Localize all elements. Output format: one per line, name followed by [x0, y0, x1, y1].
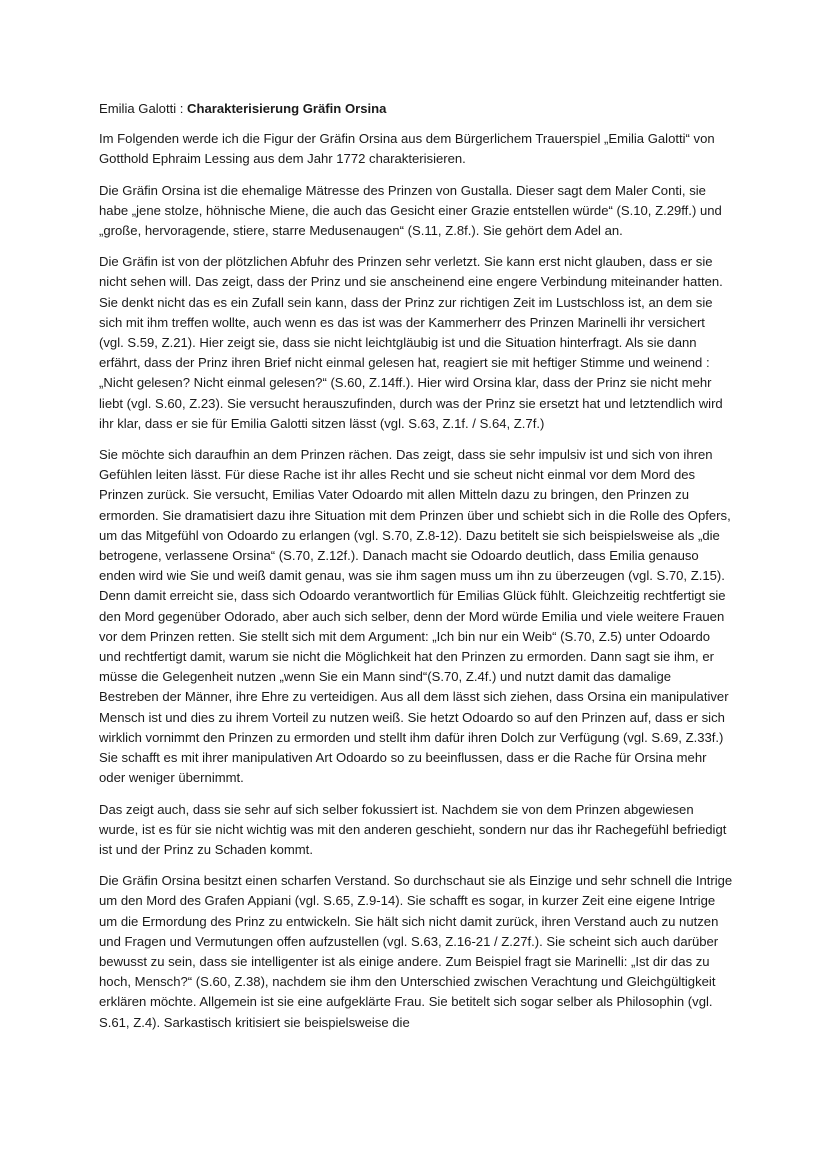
- paragraph-self-focus: Das zeigt auch, dass sie sehr auf sich selber fokussiert ist. Nachdem sie von dem Prinzen abgewiesen wurde, ist es für sie nicht wichtig was mit den anderen geschieht, sondern nur das ihr Rachegefühl befriedigt ist und der Prinz zu Schaden kommt.: [99, 801, 727, 857]
- essay-topic: Charakterisierung Gräfin Orsina: [187, 101, 387, 116]
- paragraph-revenge: Sie möchte sich daraufhin an dem Prinzen rächen. Das zeigt, dass sie sehr impulsiv ist und sich von ihren Gefühlen leiten lässt. Für diese Rache ist ihr alles Recht und sie scheut nicht einmal vor dem Mord des Prinzen zurück. Sie versucht, Emilias Vater Odoardo mit allen Mitteln dazu zu bringen, den Prinzen zu ermorden. Sie dramatisiert dazu ihre Situation mit dem Prinzen über und schiebt sich in die Rolle des Opfers, um das Mitgefühl von Odoardo zu erlangen (vgl. S.70, Z.8-12). Dazu betitelt sie sich beispielsweise als „die betrogene, verlassene Orsina“ (S.70, Z.12f.). Danach macht sie Odoardo deutlich, dass Emilia genauso enden wird wie Sie und weiß damit genau, was sie ihm sagen muss um ihn zu überzeugen (vgl. S.70, Z.15). Denn damit erreicht sie, dass sich Odoardo verantwortlich für Emilias Glück fühlt. Gleichzeitig rechtfertigt sie den Mord gegenüber Odorado, aber auch sich selber, denn der Mord würde Emilia und viele weitere Frauen vor dem Prinzen retten. Sie stellt sich mit dem Argument: „Ich bin nur ein Weib“ (S.70, Z.5) unter Odoardo und rechtfertigt damit, warum sie nicht die Möglichkeit hat den Prinzen zu ermorden. Dann sagt sie ihm, er müsse die Gelegenheit nutzen „wenn Sie ein Mann sind“(S.70, Z.4f.) und nutzt damit das damalige Bestreben der Männer, ihre Ehre zu verteidigen. Aus all dem lässt sich ziehen, dass Orsina ein manipulativer Mensch ist und dies zu ihrem Vorteil zu nutzen weiß. Sie hetzt Odoardo so auf den Prinzen auf, dass er sich wirklich vornimmt den Prinzen zu ermorden und stellt ihm dafür ihren Dolch zur Verfügung (vgl. S.69, Z.33f.) Sie schafft es mit ihrer manipulativen Art Odoardo so zu beeinflussen, dass er die Rache für Orsina mehr oder weniger übernimmt.: [99, 447, 731, 786]
- paragraph-rejection: Die Gräfin ist von der plötzlichen Abfuhr des Prinzen sehr verletzt. Sie kann erst nicht glauben, dass er sie nicht sehen will. Das zeigt, dass der Prinz und sie anscheinend eine engere Verbindung miteinander hatten. Sie denkt nicht das es ein Zufall sein kann, dass der Prinz zur richtigen Zeit im Lustschloss ist, an dem sie sich mit ihm treffen wollte, auch wenn es das ist was der Kammerherr des Prinzen Marinelli ihr versichert (vgl. S.59, Z.21). Hier zeigt sie, dass sie nicht leichtgläubig ist und die Situation hinterfragt. Als sie dann erfährt, dass der Prinz ihren Brief nicht einmal gelesen hat, reagiert sie mit heftiger Stimme und weinend : „Nicht gelesen? Nicht einmal gelesen?“ (S.60, Z.14ff.). Hier wird Orsina klar, dass der Prinz sie nicht mehr liebt (vgl. S.60, Z.23). Sie versucht herauszufinden, durch was der Prinz sie ersetzt hat und letztendlich wird ihr klar, dass er sie für Emilia Galotti sitzen lässt (vgl. S.63, Z.1f. / S.64, Z.7f.): [99, 254, 723, 431]
- paragraph-description: Die Gräfin Orsina ist die ehemalige Mätresse des Prinzen von Gustalla. Dieser sagt dem Maler Conti, sie habe „jene stolze, höhnische Miene, die auch das Gesicht einer Grazie entstellen würde“ (S.10, Z.29ff.) und „große, hervoragende, stiere, starre Medusenaugen“ (S.11, Z.8f.). Sie gehört dem Adel an.: [99, 182, 722, 239]
- paragraph-intellect: Die Gräfin Orsina besitzt einen scharfen Verstand. So durchschaut sie als Einzige und sehr schnell die Intrige um den Mord des Grafen Appiani (vgl. S.65, Z.9-14). Sie schafft es sogar, in kurzer Zeit eine eigene Intrige um die Ermordung des Prinz zu entwickeln. Sie hält sich nicht damit zurück, ihren Verstand auch zu nutzen und Fragen und Vermutungen offen aufzustellen (vgl. S.63, Z.16-21 / Z.27f.). Sie scheint sich auch darüber bewusst zu sein, dass sie intelligenter ist als einige andere. Zum Beispiel fragt sie Marinelli: „Ist dir das zu hoch, Mensch?“ (S.60, Z.38), nachdem sie ihm den Unterschied zwischen Verachtung und Gleichgültigkeit erklären möchte. Allgemein ist sie eine aufgeklärte Frau. Sie betitelt sich sogar selber als Philosophin (vgl. S.61, Z.4). Sarkastisch kritisiert sie beispielsweise die: [99, 873, 733, 1030]
- paragraph-intro: Im Folgenden werde ich die Figur der Gräfin Orsina aus dem Bürgerlichem Trauerspiel „Emilia Galotti“ von Gotthold Ephraim Lessing aus dem Jahr 1772 charakterisieren.: [99, 131, 715, 167]
- document-page: [99, 99, 733, 1044]
- document-title: [99, 99, 733, 119]
- work-title: Emilia Galotti :: [99, 101, 188, 116]
